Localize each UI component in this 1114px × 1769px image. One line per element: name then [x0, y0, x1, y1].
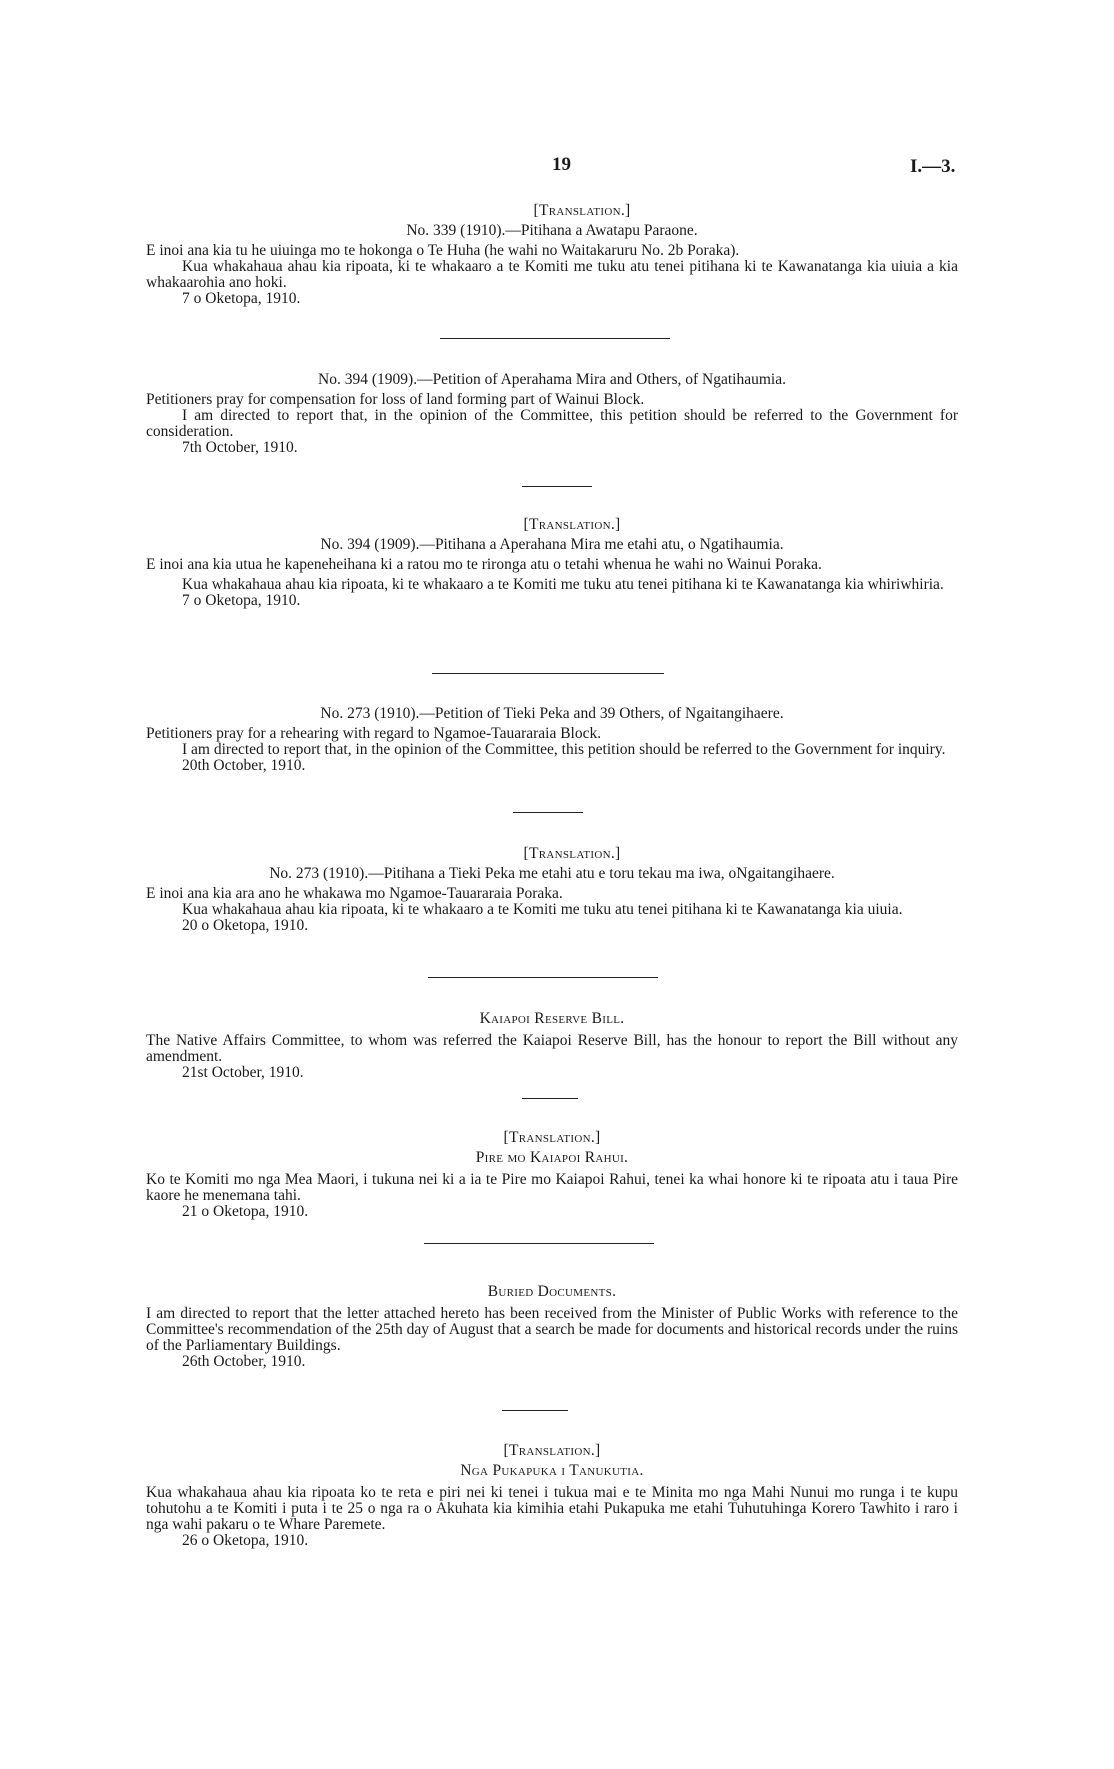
committee-report: I am directed to report that, in the opinion of the Committee, this petition should be referred to the Government for inquiry.: [182, 741, 946, 758]
section-divider: [522, 1098, 578, 1099]
petition-title: No. 273 (1910).—Pitihana a Tieki Peka me etahi atu e toru tekau ma iwa, oNgaitangihaere.: [269, 865, 835, 882]
section-petition-273-translation: [146, 846, 958, 934]
petition-prayer: Petitioners pray for compensation for loss of land forming part of Wainui Block.: [146, 391, 645, 408]
section-divider: [440, 338, 670, 339]
section-kaiapoi-reserve-bill: [146, 1011, 958, 1081]
section-divider: [513, 812, 583, 813]
petition-prayer: Petitioners pray for a rehearing with regard to Ngamoe-Tauararaia Block.: [146, 725, 602, 742]
report-date: 21 o Oketopa, 1910.: [182, 1203, 309, 1220]
petition-title: No. 273 (1910).—Petition of Tieki Peka and 39 Others, of Ngaitangihaere.: [320, 705, 784, 722]
series-reference: I.—3.: [910, 156, 956, 177]
committee-report: The Native Affairs Committee, to whom was referred the Kaiapoi Reserve Bill, has the honour to report the Bill without any amendment.: [146, 1032, 958, 1065]
section-petition-339-translation: [146, 203, 958, 307]
committee-report: I am directed to report that the letter attached hereto has been received from the Minister of Public Works with reference to the Committee's recommendation of the 25th day of August that a search be made for documents and historical records under the ruins of the Parliamentary Buildings.: [146, 1305, 959, 1354]
translation-label: [Translation.]: [523, 845, 621, 862]
report-date: 20th October, 1910.: [182, 757, 306, 774]
petition-prayer: E inoi ana kia ara ano he whakawa mo Ngamoe-Tauararaia Poraka.: [146, 885, 563, 902]
translation-label: [Translation.]: [533, 202, 631, 219]
translation-label: [Translation.]: [503, 1442, 601, 1459]
translation-label: [Translation.]: [523, 516, 621, 533]
section-divider: [502, 1410, 568, 1411]
section-petition-394: [146, 372, 958, 456]
translation-label: [Translation.]: [503, 1129, 601, 1146]
report-date: 7 o Oketopa, 1910.: [182, 592, 301, 609]
report-date: 7th October, 1910.: [182, 439, 298, 456]
page-header: [0, 154, 1114, 179]
section-divider: [424, 1243, 654, 1244]
section-heading: Buried Documents.: [487, 1283, 617, 1300]
section-buried-documents: [146, 1284, 958, 1370]
committee-report: Kua whakahaua ahau kia ripoata, ki te whakaaro a te Komiti me tuku atu tenei pitihana ki te Kawanatanga kia whiriwhiria.: [182, 576, 944, 593]
petition-title: No. 339 (1910).—Pitihana a Awatapu Paraone.: [406, 222, 698, 239]
committee-report: I am directed to report that, in the opinion of the Committee, this petition should be referred to the Government for consideration.: [146, 407, 958, 440]
report-date: 21st October, 1910.: [182, 1064, 304, 1081]
section-divider: [522, 486, 592, 487]
report-date: 26 o Oketopa, 1910.: [182, 1532, 309, 1549]
section-heading: Nga Pukapuka i Tanukutia.: [460, 1462, 644, 1479]
section-heading: Kaiapoi Reserve Bill.: [479, 1010, 625, 1027]
section-petition-273: [146, 706, 958, 774]
committee-report: Kua whakahaua ahau kia ripoata, ki te whakaaro a te Komiti me tuku atu tenei pitihana ki te Kawanatanga kia uiuia.: [182, 901, 903, 918]
section-kaiapoi-translation: [146, 1130, 958, 1220]
report-date: 20 o Oketopa, 1910.: [182, 917, 309, 934]
section-buried-documents-translation: [146, 1443, 958, 1549]
petition-title: No. 394 (1909).—Petition of Aperahama Mira and Others, of Ngatihaumia.: [318, 371, 786, 388]
section-heading: Pire mo Kaiapoi Rahui.: [475, 1149, 629, 1166]
section-divider: [428, 977, 658, 978]
petition-title: No. 394 (1909).—Pitihana a Aperahana Mira me etahi atu, o Ngatihaumia.: [320, 536, 784, 553]
committee-report: Ko te Komiti mo nga Mea Maori, i tukuna nei ki a ia te Pire mo Kaiapoi Rahui, tenei ka whai honore ki te ripoata atu i taua Pire kaore he menemana tahi.: [146, 1171, 958, 1204]
petition-prayer: E inoi ana kia utua he kapeneheihana ki a ratou mo te rironga atu o tetahi whenua he wahi no Wainui Poraka.: [146, 556, 822, 573]
committee-report: Kua whakahaua ahau kia ripoata, ki te whakaaro a te Komiti me tuku atu tenei pitihana ki te Kawanatanga kia uiuia a kia whakaarohia ano hoki.: [146, 258, 958, 291]
section-divider: [432, 673, 664, 674]
petition-prayer: E inoi ana kia tu he uiuinga mo te hokonga o Te Huha (he wahi no Waitakaruru No. 2b Poraka).: [146, 242, 740, 259]
committee-report: Kua whakahaua ahau kia ripoata ko te reta e piri nei ki tenei i tukua mai e te Minita mo nga Mahi Nunui mo runga i te kupu tohutohu a te Komiti i puta i te 25 o nga ra o Akuhata kia kimihia etahi Pukapuka me etahi Tuhutuhinga Korero Tawhito i raro i nga wahi pakaru o te Whare Paremete.: [146, 1484, 958, 1533]
page-number: 19: [552, 154, 571, 175]
section-petition-394-translation: [146, 517, 958, 609]
report-date: 7 o Oketopa, 1910.: [182, 290, 301, 307]
report-date: 26th October, 1910.: [182, 1353, 306, 1370]
